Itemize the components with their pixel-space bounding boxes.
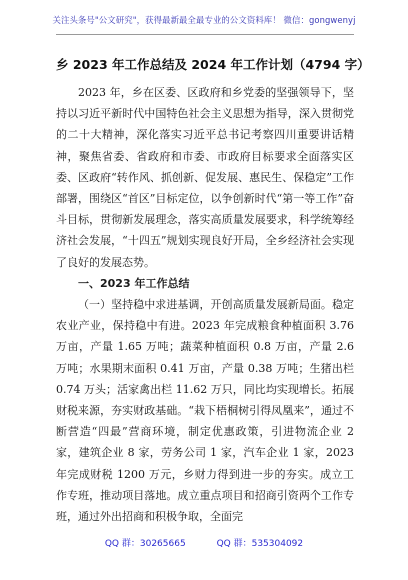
document-title: 乡 2023 年工作总结及 2024 年工作计划（4794 字） bbox=[56, 57, 370, 72]
document-body bbox=[56, 82, 354, 527]
body-paragraph: （一）坚持稳中求进基调，开创高质量发展新局面。稳定农业产业，保持稳中有进。2023 年完成粮食种植面积 3.76 万亩，产量 1.65 万吨；蔬菜种植面积 0.8 万亩，产量 2.6 万吨；水果期末面积 0.41 万亩，产量 0.38 万吨；生猪出栏 0.74 万头；活家禽出栏 11.62 万只，同比均实现增长。拓展财税来源，夯实财政基础。“栽下梧桐树引得凤凰来”，通过不断营造“四最”营商环境，制定优惠政策，引进物流企业 2 家，建筑企业 8 家，劳务公司 1 家，汽车企业 1 家，2023 年完成财税 1200 万元，乡财力得到进一步的夯实。成立工作专班，推动项目落地。成立重点项目和招商引资两个工作专班，通过外出招商和积极争取，全面完 bbox=[56, 298, 354, 524]
intro-paragraph: 2023 年，乡在区委、区政府和乡党委的坚强领导下，坚持以习近平新时代中国特色社会主义思想为指导，深入贯彻党的二十大精神，深化落实习近平总书记考察四川重要讲话精神，聚焦省委、省政府和市委、市政府目标要求全面落实区委、区政府“转作风、抓创新、促发展、惠民生、保稳定”工作部署，围绕区“首区”目标定位，以争创新时代“第一等工作”奋斗目标，贯彻新发展理念，落实高质量发展要求，科学统筹经济社会发展，“十四五”规划实现良好开局，全乡经济社会实现了良好的发展态势。 bbox=[56, 86, 354, 269]
footer bbox=[0, 536, 408, 549]
header-banner: 关注头条号"公文研究"，获得最新最全最专业的公文资料库！ 微信：gongwenyj bbox=[52, 15, 356, 25]
section-heading: 一、2023 年工作总结 bbox=[78, 276, 190, 290]
footer-qq-group-1: QQ 群：30265665 bbox=[104, 539, 186, 549]
header-divider bbox=[56, 34, 354, 35]
footer-qq-group-2: QQ 群：535304092 bbox=[216, 539, 304, 549]
